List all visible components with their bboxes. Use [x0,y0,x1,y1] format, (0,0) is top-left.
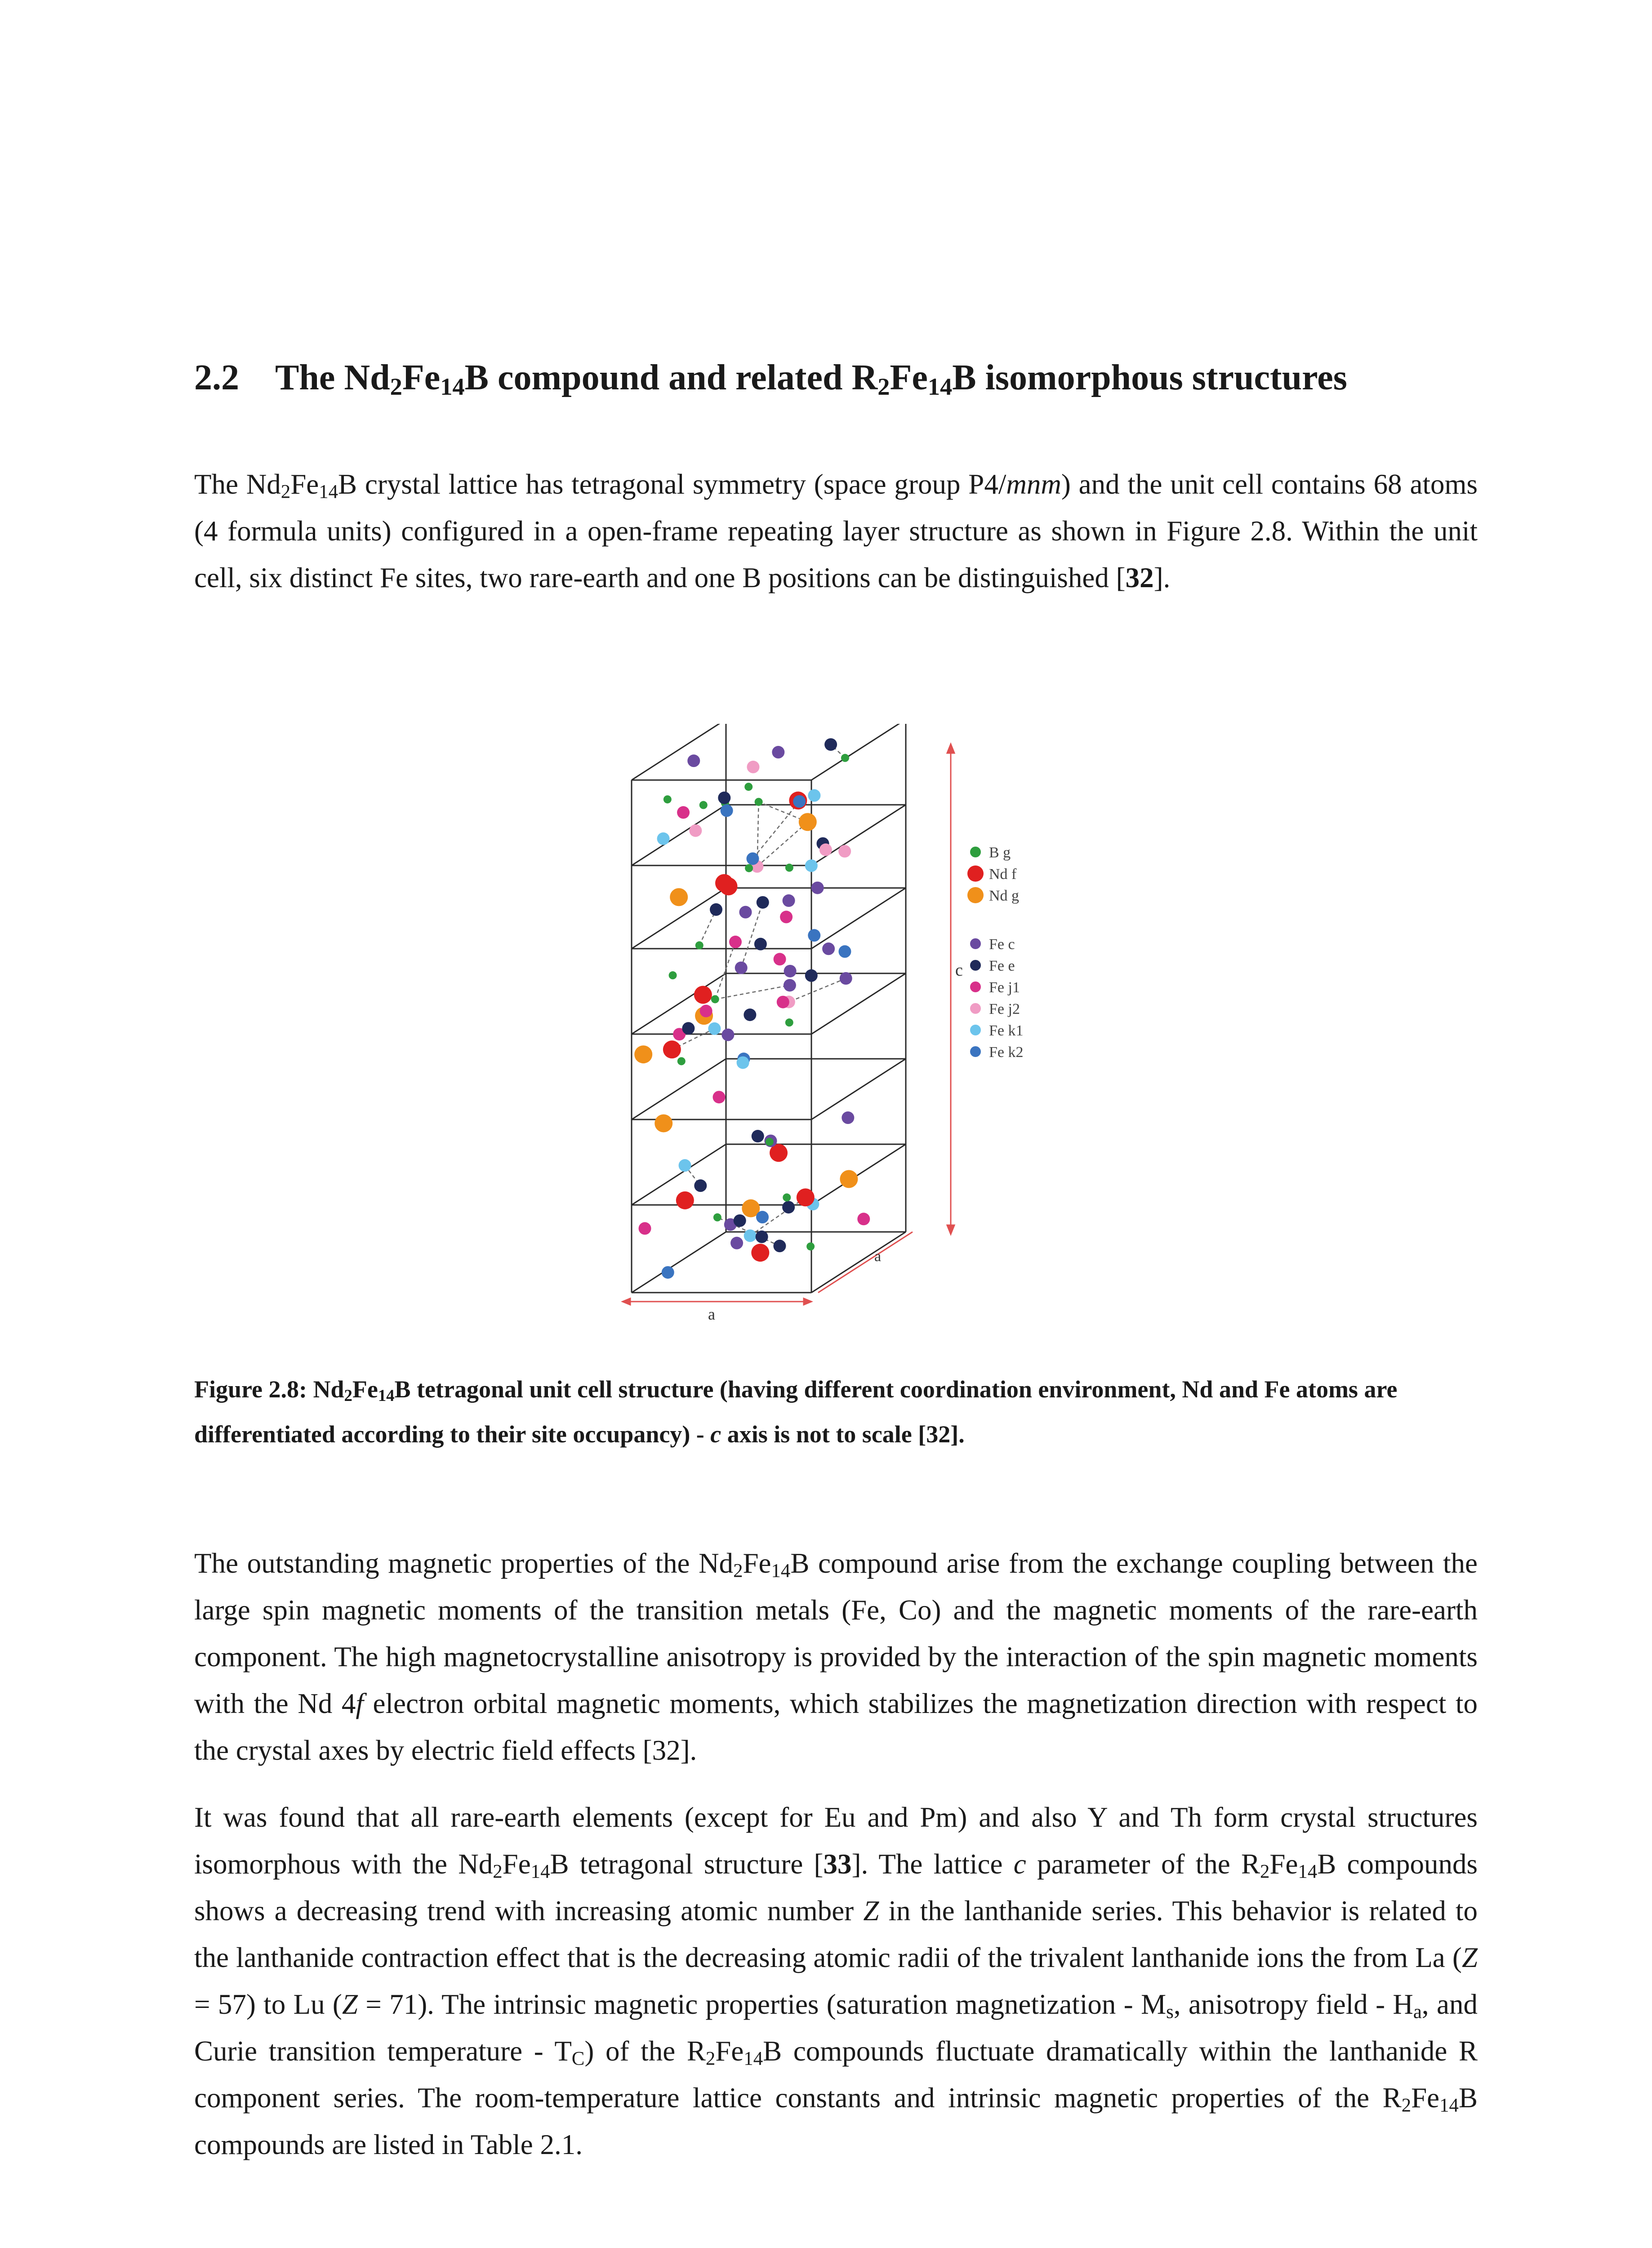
frame-edge [811,1059,906,1120]
legend-swatch [970,1046,981,1057]
atom [639,1222,651,1235]
atoms [634,738,870,1279]
atom [772,746,784,758]
frame-edge [811,1144,906,1205]
atom [669,971,677,979]
atom [746,852,759,865]
atom [677,806,690,819]
atom [694,986,712,1004]
atom [744,783,753,791]
figure-caption: Figure 2.8: $Nd_2Fe_{14}B$ tetragonal unit cell structure (having different coordination environment, Nd and Fe atoms are differentiated according to their site occupancy) - c axis is not to scale [32]. [194,1376,1398,1448]
atom [670,888,688,906]
atom [842,1111,854,1124]
atom [840,972,852,985]
atom [739,906,752,919]
a-axis-arrow-side [818,1232,913,1293]
atom [811,882,824,894]
atom [756,1231,768,1243]
atom [657,832,670,845]
atom [663,795,672,803]
figure-legend [967,844,1024,1061]
atom [689,824,702,837]
legend-swatch [970,960,981,971]
atom [806,1242,815,1250]
atom [679,1159,691,1172]
atom [744,1008,756,1021]
atom [840,1170,858,1188]
legend-label: Nd g [989,888,1020,904]
atom [695,941,704,950]
unit-cell-diagram [620,724,1070,1344]
atom [755,798,763,806]
atom [808,789,820,802]
frame-edge [811,1232,906,1293]
atom [718,792,730,804]
frame-edge [632,1059,726,1120]
atom [784,965,797,977]
atom [754,938,767,950]
paragraph-intro: The $Nd_2Fe_{14}B$ crystal lattice has tetragonal symmetry (space group P4/mnm) and the unit cell contains 68 atoms (4 formula units) configured in a open-frame repeating layer structure as shown in Figure 2.8. Within the unit cell, six distinct Fe sites, two rare-earth and one B positions can be distinguished [32]. [194,468,1478,593]
atom [721,804,733,817]
atom [799,813,817,831]
legend-label: Fe c [989,936,1015,953]
atom [682,1022,695,1035]
atom [785,1018,793,1026]
legend-swatch [970,981,981,992]
citation-32: 32 [1125,562,1154,593]
legend-label: Fe j2 [989,1001,1020,1017]
atom [797,1188,815,1206]
atom [756,1211,769,1223]
legend-swatch [967,887,984,903]
atom [824,738,837,751]
frame-edge [811,973,906,1034]
atom [774,953,786,965]
section-number: 2.2 [194,358,239,397]
atom [721,1029,734,1041]
unit-cell-frame [632,724,906,1293]
atom [838,945,851,958]
legend-label: Fe e [989,958,1015,974]
atom [711,995,719,1003]
atom [730,1237,743,1249]
atom [662,1266,674,1279]
atom [783,1193,791,1201]
legend-label: Fe k1 [989,1022,1024,1039]
atom [777,996,789,1008]
atom [747,761,759,773]
bond-line [789,978,846,1002]
citation-33: 33 [823,1848,852,1880]
section-heading [194,357,1498,398]
atom [857,1213,870,1225]
atom [773,1240,786,1252]
atom [752,1130,764,1142]
bond-line [715,942,735,999]
atom [745,864,753,872]
atom [655,1114,672,1132]
legend-swatch [970,938,981,949]
atom [780,911,793,923]
paragraph-isomorphous-compounds: It was found that all rare-earth elements (except for Eu and Pm) and also Y and Th form crystal structures isomorphous with the $Nd_2Fe_{14}B$ tetragonal structure [33]. The lattice c parameter of the $R_2Fe_{14}B$ compounds shows a decreasing trend with increasing atomic number Z in the lanthanide series. This behavior is related to the lanthanide contraction effect that is the decreasing atomic radii of the trivalent lanthanide ions the from La (Z = 57) to Lu (Z = 71). The intrinsic magnetic properties (saturation magnetization - $M_s$, anisotropy field - $H_a$, and Curie transition temperature - $T_C$) of the $R_2Fe_{14}B$ compounds fluctuate dramatically within the lanthanide R component series. The room-temperature lattice constants and intrinsic magnetic properties of the $R_2Fe_{14}B$ compounds are listed in Table 2.1. [194,1802,1478,2160]
atom [737,1056,749,1069]
legend-label: B g [989,844,1011,861]
atom [713,1213,721,1222]
atom [694,1179,707,1192]
atom [766,1138,774,1146]
a-axis-label-front: a [708,1305,715,1323]
atom [751,1244,769,1262]
atom [822,942,835,955]
atom [805,859,818,872]
paragraph-magnetic-properties: The outstanding magnetic properties of the $Nd_2Fe_{14}B$ compound arise from the exchange coupling between the large spin magnetic moments of the transition metals (Fe, Co) and the magnetic moments of the rare-earth component. The high magnetocrystalline anisotropy is provided by the interaction of the spin magnetic moments with the Nd 4f electron orbital magnetic moments, which stabilizes the magnetization direction with respect to the crystal axes by electric field effects [32]. [194,1548,1478,1766]
frame-edge [811,888,906,949]
atom [708,1022,721,1035]
legend-label: Fe k2 [989,1044,1024,1061]
atom [841,754,849,762]
atom [734,1214,746,1227]
legend-label: Nd f [989,866,1017,883]
atom [782,1201,795,1213]
atom [735,962,748,974]
atom [663,1040,681,1058]
atom [715,874,733,892]
atom [699,801,708,809]
c-axis-arrow [947,744,954,1234]
a-axis-arrow-front [623,1298,811,1305]
legend-label: Fe j1 [989,979,1020,996]
atom [793,795,806,808]
atom [729,936,742,948]
atom [757,896,769,909]
bond-line [753,802,799,859]
atom [784,979,796,991]
atom [805,969,818,982]
atom [634,1045,652,1063]
legend-swatch [967,865,984,882]
atom [687,754,700,767]
legend-swatch [970,1003,981,1014]
legend-swatch [970,1025,981,1035]
section-title: The $Nd_2Fe_{14}B$ compound and related $R_2Fe_{14}B$ isomorphous structures [275,358,1347,400]
bond-line [757,822,807,866]
atom [710,903,722,916]
a-axis-label-side: a [874,1248,882,1265]
atom [819,843,832,856]
atom [677,1057,686,1065]
c-axis-label: c [955,961,963,980]
frame-edge [811,805,906,865]
atom [783,894,795,907]
atom [744,1229,757,1242]
crystal-structure-figure [620,724,1070,1344]
frame-edge [811,724,906,780]
frame-edge [632,1232,726,1293]
frame-edge [632,724,726,780]
atom [712,1091,725,1103]
atom [700,1005,712,1017]
atom [676,1191,694,1209]
atom [808,929,820,941]
legend-swatch [970,847,981,857]
atom [785,864,793,872]
atom [838,845,851,857]
